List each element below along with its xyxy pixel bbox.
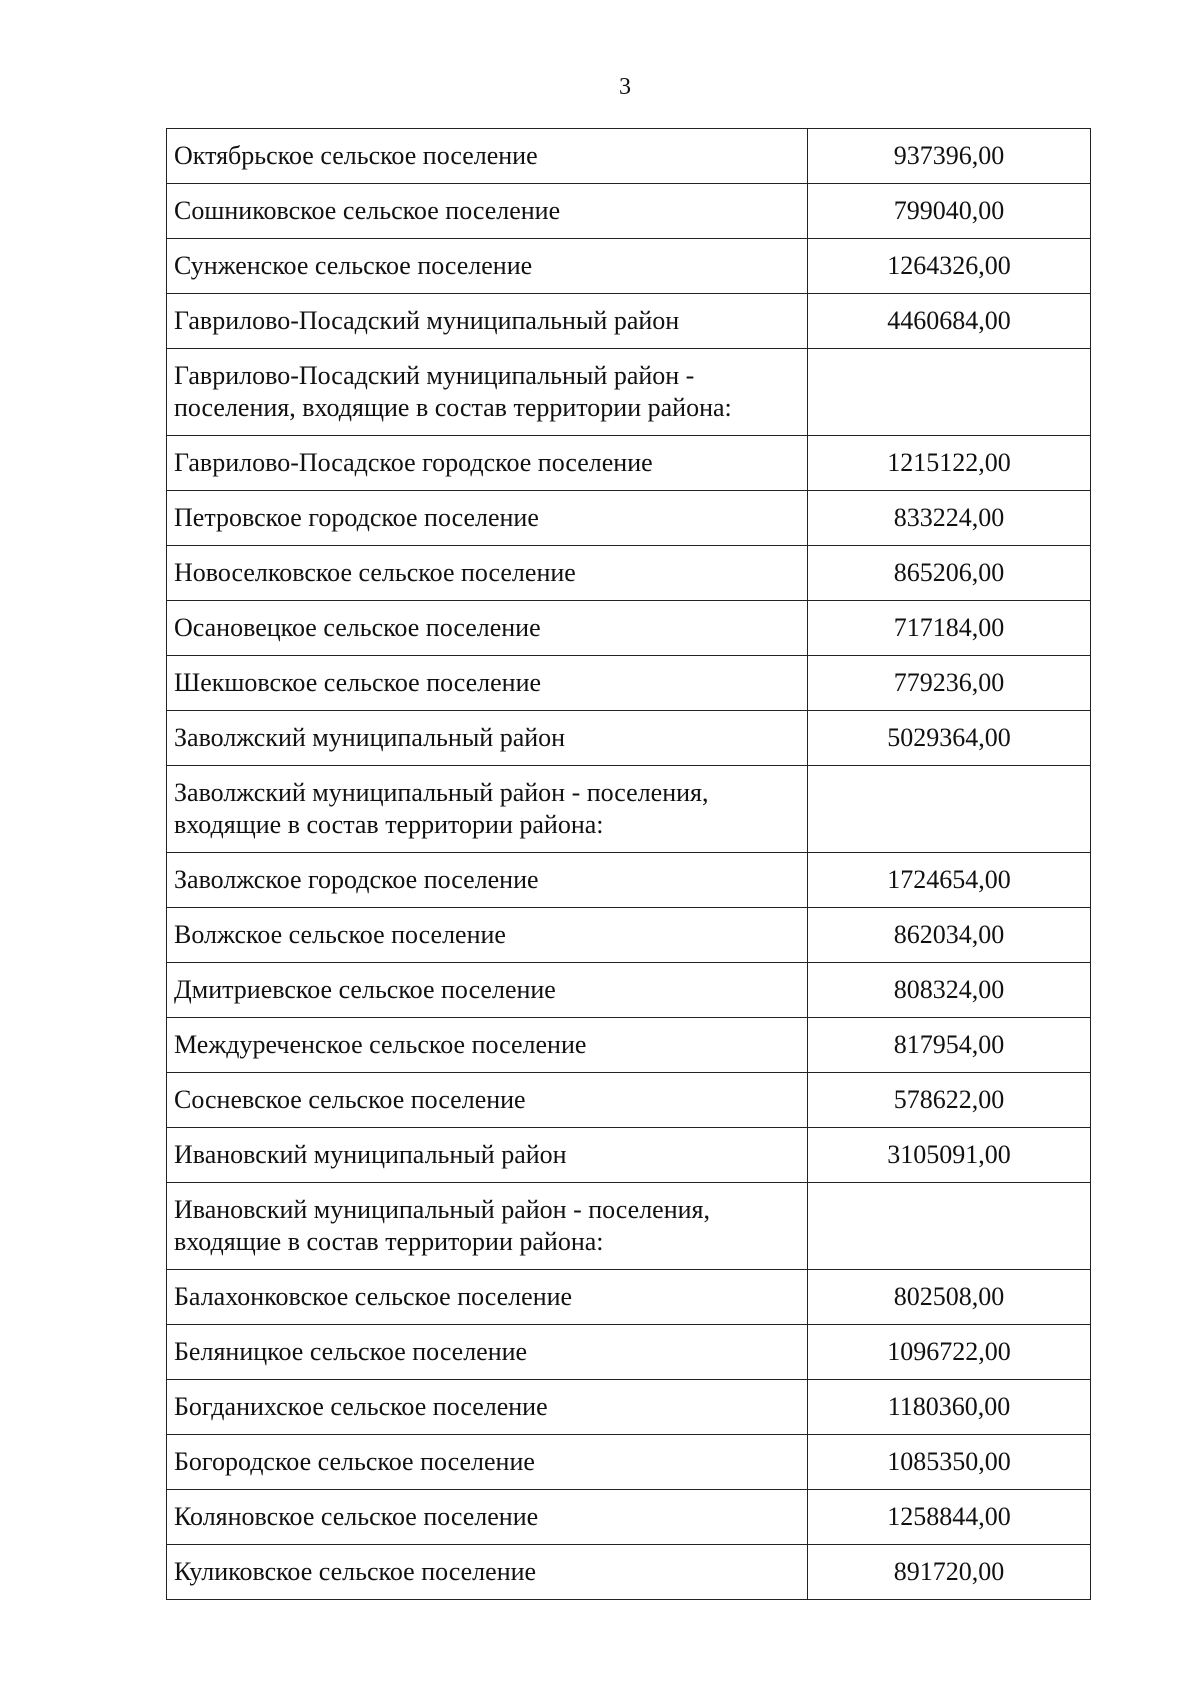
row-value: 833224,00 bbox=[808, 491, 1091, 546]
table-row bbox=[167, 908, 1091, 963]
row-name: Коляновское сельское поселение bbox=[167, 1490, 808, 1545]
row-value: 808324,00 bbox=[808, 963, 1091, 1018]
table-row bbox=[167, 656, 1091, 711]
row-value: 717184,00 bbox=[808, 601, 1091, 656]
table-row bbox=[167, 1545, 1091, 1600]
row-value: 578622,00 bbox=[808, 1073, 1091, 1128]
row-name: Волжское сельское поселение bbox=[167, 908, 808, 963]
row-name: Балахонковское сельское поселение bbox=[167, 1270, 808, 1325]
row-name: Ивановский муниципальный район bbox=[167, 1128, 808, 1183]
table-row bbox=[167, 491, 1091, 546]
table-row bbox=[167, 1073, 1091, 1128]
row-name: Дмитриевское сельское поселение bbox=[167, 963, 808, 1018]
table-row bbox=[167, 184, 1091, 239]
row-value: 1085350,00 bbox=[808, 1435, 1091, 1490]
row-value bbox=[808, 349, 1091, 436]
page-number: 3 bbox=[619, 74, 631, 100]
row-name: Беляницкое сельское поселение bbox=[167, 1325, 808, 1380]
row-name: Заволжское городское поселение bbox=[167, 853, 808, 908]
allocation-table bbox=[166, 128, 1091, 1600]
row-value: 862034,00 bbox=[808, 908, 1091, 963]
row-name: Гаврилово-Посадский муниципальный район - поселения, входящие в состав территории района: bbox=[167, 349, 808, 436]
table-row bbox=[167, 601, 1091, 656]
row-value: 891720,00 bbox=[808, 1545, 1091, 1600]
table-row bbox=[167, 436, 1091, 491]
row-name: Сунженское сельское поселение bbox=[167, 239, 808, 294]
row-name: Новоселковское сельское поселение bbox=[167, 546, 808, 601]
table-row-section-header bbox=[167, 349, 1091, 436]
row-value: 1724654,00 bbox=[808, 853, 1091, 908]
table-row bbox=[167, 963, 1091, 1018]
table-row bbox=[167, 1128, 1091, 1183]
row-value: 865206,00 bbox=[808, 546, 1091, 601]
row-value: 802508,00 bbox=[808, 1270, 1091, 1325]
row-value bbox=[808, 766, 1091, 853]
table-row bbox=[167, 294, 1091, 349]
table-row bbox=[167, 1490, 1091, 1545]
row-value: 1258844,00 bbox=[808, 1490, 1091, 1545]
table-row bbox=[167, 546, 1091, 601]
row-name: Сошниковское сельское поселение bbox=[167, 184, 808, 239]
row-value: 3105091,00 bbox=[808, 1128, 1091, 1183]
table-row bbox=[167, 129, 1091, 184]
table-row bbox=[167, 711, 1091, 766]
table-row bbox=[167, 239, 1091, 294]
row-name: Куликовское сельское поселение bbox=[167, 1545, 808, 1600]
row-name: Октябрьское сельское поселение bbox=[167, 129, 808, 184]
row-name: Заволжский муниципальный район bbox=[167, 711, 808, 766]
row-value: 1180360,00 bbox=[808, 1380, 1091, 1435]
row-name: Богородское сельское поселение bbox=[167, 1435, 808, 1490]
row-name: Шекшовское сельское поселение bbox=[167, 656, 808, 711]
row-value: 817954,00 bbox=[808, 1018, 1091, 1073]
row-name: Сосневское сельское поселение bbox=[167, 1073, 808, 1128]
row-value bbox=[808, 1183, 1091, 1270]
row-name: Ивановский муниципальный район - поселения, входящие в состав территории района: bbox=[167, 1183, 808, 1270]
allocation-table-body bbox=[167, 129, 1091, 1600]
row-value: 779236,00 bbox=[808, 656, 1091, 711]
row-value: 1215122,00 bbox=[808, 436, 1091, 491]
table-row-section-header bbox=[167, 766, 1091, 853]
row-name: Гаврилово-Посадский муниципальный район bbox=[167, 294, 808, 349]
row-value: 937396,00 bbox=[808, 129, 1091, 184]
row-name: Гаврилово-Посадское городское поселение bbox=[167, 436, 808, 491]
row-name: Богданихское сельское поселение bbox=[167, 1380, 808, 1435]
row-name: Заволжский муниципальный район - поселения, входящие в состав территории района: bbox=[167, 766, 808, 853]
row-name: Петровское городское поселение bbox=[167, 491, 808, 546]
row-value: 1264326,00 bbox=[808, 239, 1091, 294]
row-value: 799040,00 bbox=[808, 184, 1091, 239]
table-row bbox=[167, 1380, 1091, 1435]
row-name: Междуреченское сельское поселение bbox=[167, 1018, 808, 1073]
row-name: Осановецкое сельское поселение bbox=[167, 601, 808, 656]
table-row-section-header bbox=[167, 1183, 1091, 1270]
table-row bbox=[167, 1270, 1091, 1325]
row-value: 1096722,00 bbox=[808, 1325, 1091, 1380]
table-row bbox=[167, 1435, 1091, 1490]
row-value: 5029364,00 bbox=[808, 711, 1091, 766]
row-value: 4460684,00 bbox=[808, 294, 1091, 349]
table-row bbox=[167, 1018, 1091, 1073]
table-row bbox=[167, 1325, 1091, 1380]
table-row bbox=[167, 853, 1091, 908]
